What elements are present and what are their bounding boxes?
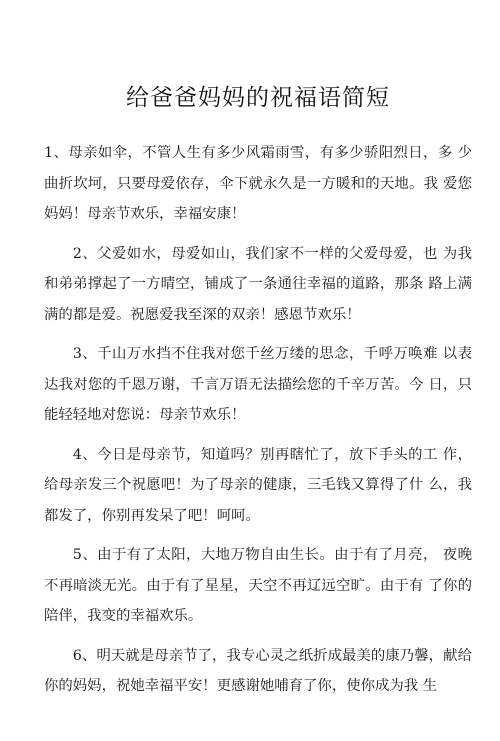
paragraph-4: 4、今日是母亲节，知道吗？别再瞎忙了，放下手头的工 作，给母亲发三个祝愿吧！为了母亲的健康，三毛钱又算得了什 么，我都发了，你别再发呆了吧！呵呵。 bbox=[44, 446, 472, 524]
document-page bbox=[0, 82, 500, 741]
paragraph-2: 2、父爱如水，母爱如山，我们家不一样的父爱母爱，也 为我和弟弟撑起了一方晴空，铺成了一条通往幸福的道路，那条 路上满满的都是爱。祝愿爱我至深的双亲！感恩节欢乐！ bbox=[44, 245, 472, 323]
paragraph-5: 5、由于有了太阳，大地万物自由生长。由于有了月亮， 夜晚不再暗淡无光。由于有了星星，天空不再辽远空旷。由于有 了你的陪伴，我变的幸福欢乐。 bbox=[44, 547, 472, 624]
paragraph-6: 6、明天就是母亲节了，我专心灵之纸折成最美的康乃馨，献给你的妈妈，祝她幸福平安！更感谢她哺育了你，使你成为我 生 bbox=[44, 647, 472, 694]
document-body bbox=[44, 138, 472, 702]
paragraph-3: 3、千山万水挡不住我对您千丝万缕的思念，千呼万唤难 以表达我对您的千恩万谢，千言万语无法描绘您的千辛万苦。今 日，只能轻轻地对您说：母亲节欢乐！ bbox=[44, 346, 472, 423]
paragraph-1: 1、母亲如伞，不管人生有多少风霜雨雪，有多少骄阳烈日，多 少曲折坎坷，只要母爱依存，伞下就永久是一方暖和的天地。我 爱您妈妈！母亲节欢乐，幸福安康！ bbox=[44, 145, 472, 222]
document-title: 给爸爸妈妈的祝福语简短 bbox=[126, 85, 390, 111]
